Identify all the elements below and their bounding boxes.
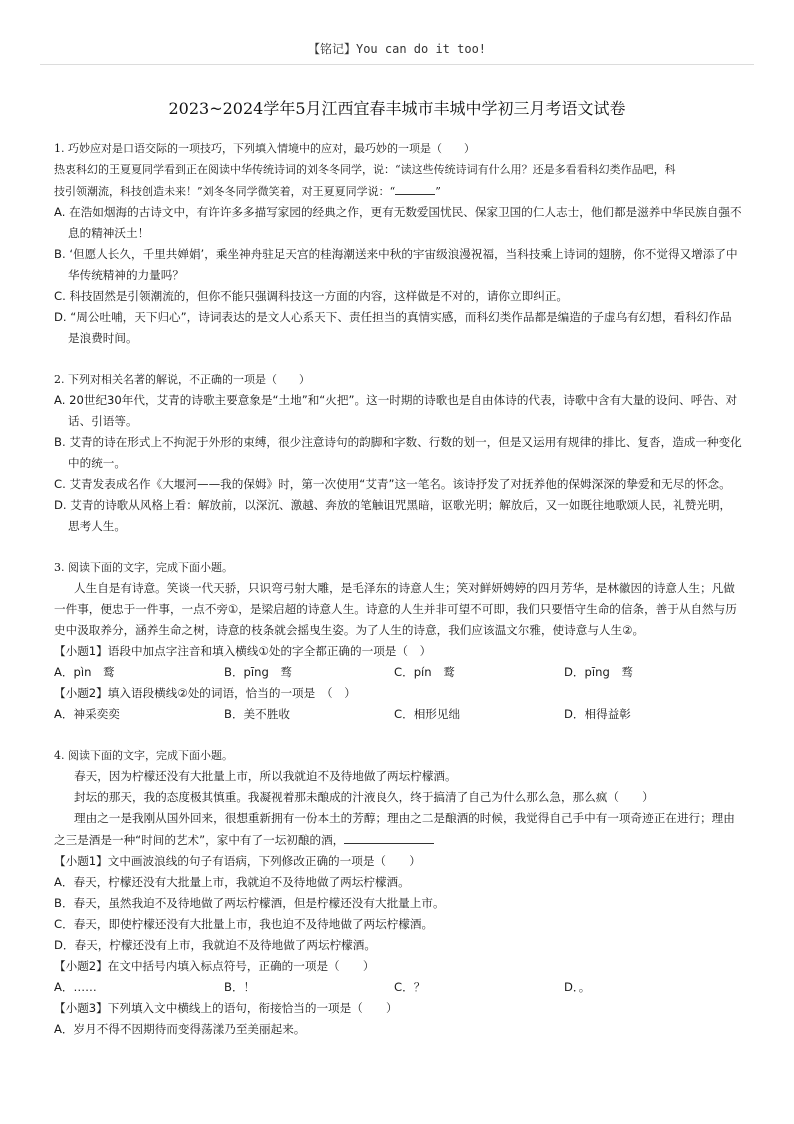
q4-paragraph-3 (54, 808, 742, 851)
q4-sub2-option-b: B．！ (224, 980, 256, 994)
q2-stem: 2. 下列对相关名著的解说，不正确的一项是（ ） (54, 373, 310, 386)
q3-sub1-option-a: A．pìn 鹜 (54, 665, 115, 679)
answer-blank (344, 829, 434, 844)
q3-passage: 人生自是有诗意。笑谈一代天骄，只识弯弓射大雕，是毛泽东的诗意人生；笑对鲜妍娉婷的四月芳华，是林徽因的诗意人生；凡做一件事，便忠于一件事，一点不旁①，是梁启超的诗意人生。诗意的人生并非可望不可即，我们只要悟守生命的信条，善于从自然与历史中汲取养分，涵养生命之树，诗意的枝条就会摇曳生姿。为了人生的诗意，我们应该温文尔雅，使诗意与人生②。 (54, 581, 737, 637)
q1-stem-text: 技引领潮流，科技创造未来！”刘冬冬同学微笑着，对王夏夏同学说：“ (54, 185, 396, 198)
q3-sub2-options (54, 704, 742, 725)
q3-sub1-option-b: B．pīng 骛 (224, 665, 293, 679)
q4-sub3-stem: 【小题3】下列填入文中横线上的语句，衔接恰当的一项是（ ） (54, 1001, 398, 1015)
q3-sub1-options (54, 662, 742, 683)
q2-option-a: A. 20世纪30年代，艾青的诗歌主要意象是“土地”和“火把”。这一时期的诗歌也是自由体诗的代表，诗歌中含有大量的设问、呼告、对话、引语等。 (54, 393, 738, 428)
q2-option-c: C. 艾青发表成名作《大堰河——我的保姆》时，第一次使用“艾青”这一笔名。该诗抒发了对抚养他的保姆深深的挚爱和无尽的怀念。 (54, 477, 731, 491)
exam-title: 2023~2024学年5月江西宜春丰城市丰城中学初三月考语文试卷 (168, 99, 626, 118)
q4-sub1-option-c: C．春天，即使柠檬还没有大批量上市，我也迫不及待地做了两坛柠檬酒。 (54, 917, 434, 931)
q1-stem-line (54, 180, 742, 202)
header-motto: 【铭记】You can do it too! (307, 42, 487, 56)
q3-stem: 3. 阅读下面的文字，完成下面小题。 (54, 561, 233, 574)
q3-sub2-option-c: C．相形见绌 (394, 707, 461, 721)
q4-paragraph-1: 春天，因为柠檬还没有大批量上市，所以我就迫不及待地做了两坛柠檬酒。 (74, 769, 457, 783)
q2-option-b: B. 艾青的诗在形式上不拘泥于外形的束缚，很少注意诗句的韵脚和字数、行数的划一，但是又运用有规律的排比、复沓，造成一种变化中的统一。 (54, 435, 742, 470)
q3-sub1-option-d: D．pīng 骛 (564, 665, 633, 679)
q4-stem: 4. 阅读下面的文字，完成下面小题。 (54, 749, 233, 762)
q4-sub1-option-a: A．春天，柠檬还没有大批量上市，我就迫不及待地做了两坛柠檬酒。 (54, 875, 410, 889)
q3-sub2-option-b: B．美不胜收 (224, 707, 290, 721)
q3-sub2-stem: 【小题2】填入语段横线②处的词语，恰当的一项是 （ ） (54, 686, 356, 700)
q4-sub2-option-d: D．。 (564, 980, 591, 994)
q1-option-a: A. 在浩如烟海的古诗文中，有许许多多描写家园的经典之作，更有无数爱国忧民、保家卫国的仁人志士，他们都是滋养中华民族自强不息的精神沃土！ (54, 205, 742, 240)
question-4 (54, 745, 742, 1040)
q4-sub3-option-a: A．岁月不得不因期待而变得荡漾乃至美丽起来。 (54, 1022, 306, 1036)
q1-option-b: B. ‘但愿人长久，千里共婵娟’，乘坐神舟驻足天宫的桂海潮送来中秋的宇宙级浪漫祝福，当科技乘上诗词的翅膀，你不觉得又增添了中华传统精神的力量吗？ (54, 247, 738, 282)
q4-sub2-stem: 【小题2】在文中括号内填入标点符号，正确的一项是（ ） (54, 959, 375, 973)
question-2 (54, 369, 742, 537)
q4-sub1-option-d: D．春天，柠檬还没有上市，我就迫不及待地做了两坛柠檬酒。 (54, 938, 376, 952)
exam-content (54, 138, 742, 1060)
question-3 (54, 557, 742, 725)
question-1 (54, 138, 742, 349)
q1-stem-line: 1. 巧妙应对是口语交际的一项技巧，下列填入情境中的应对，最巧妙的一项是（ ） (54, 142, 475, 155)
q4-sub2-options (54, 977, 742, 998)
q4-sub2-option-a: A．…… (54, 980, 97, 994)
q3-sub2-option-a: A．神采奕奕 (54, 707, 120, 721)
q1-stem-line: 热衷科幻的王夏夏同学看到正在阅读中华传统诗词的刘冬冬同学，说：“读这些传统诗词有什么用？还是多看看科幻类作品吧，科 (54, 163, 676, 176)
q4-paragraph-3-text: 理由之一是我刚从国外回来，很想重新拥有一份本土的芳醇；理由之二是酿酒的时候，我觉得自己手中有一项奇迹正在进行；理由之三是酒是一种“时间的艺术”，家中有了一坛初酿的酒， (54, 811, 735, 847)
q4-paragraph-2: 封坛的那天，我的态度极其慎重。我凝视着那未酿成的汁液良久，终于搞清了自己为什么那么急，那么疯（ ） (74, 790, 654, 804)
q1-stem-end: ” (435, 185, 441, 198)
q4-sub1-option-b: B．春天，虽然我迫不及待地做了两坛柠檬酒，但是柠檬还没有大批量上市。 (54, 896, 445, 910)
header-divider (40, 64, 754, 65)
q1-option-c: C. 科技固然是引领潮流的，但你不能只强调科技这一方面的内容，这样做是不对的，请你立即纠正。 (54, 289, 569, 303)
q3-sub2-option-d: D．相得益彰 (564, 707, 631, 721)
q3-sub1-option-c: C．pín 鹜 (394, 665, 455, 679)
answer-blank (395, 180, 435, 195)
q2-option-d: D. 艾青的诗歌从风格上看：解放前，以深沉、激越、奔放的笔触诅咒黑暗，讴歌光明；解放后，又一如既往地歌颂人民，礼赞光明，思考人生。 (54, 498, 732, 533)
q1-option-d: D. “周公吐哺，天下归心”，诗词表达的是文人心系天下、责任担当的真情实感，而科幻类作品都是编造的子虚乌有幻想，看科幻作品是浪费时间。 (54, 310, 732, 345)
q3-sub1-stem: 【小题1】语段中加点字注音和填入横线①处的字全都正确的一项是（ ） (54, 644, 432, 658)
q4-sub2-option-c: C．？ (394, 980, 426, 994)
q4-sub1-stem: 【小题1】文中画波浪线的句子有语病，下列修改正确的一项是（ ） (54, 854, 421, 868)
